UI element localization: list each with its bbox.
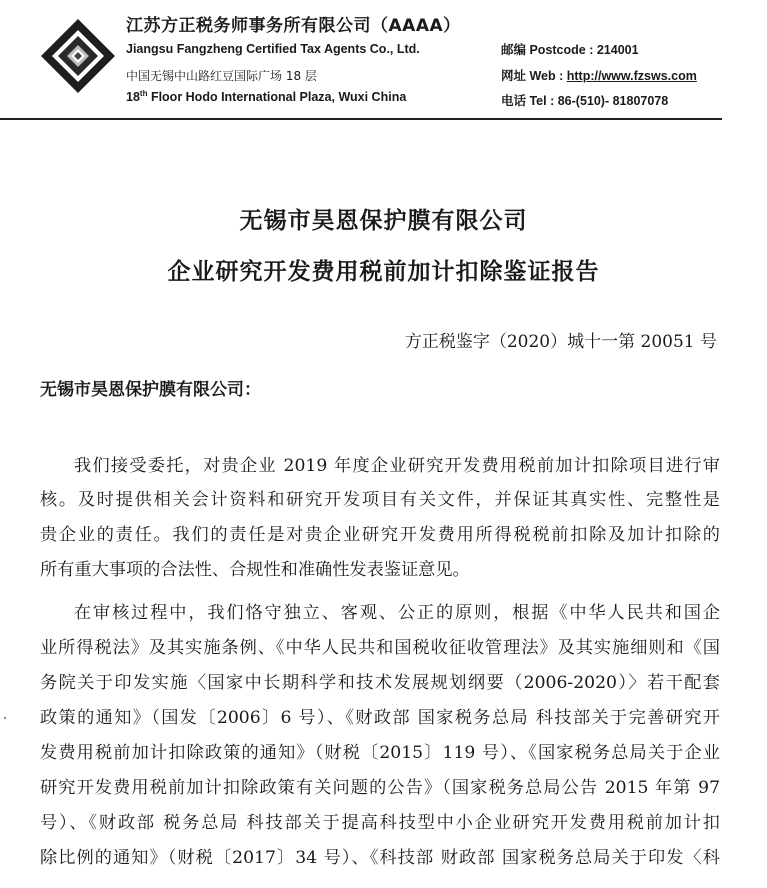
firm-logo-icon xyxy=(40,18,116,94)
body-line: 在审核过程中，我们恪守独立、客观、公正的原则，根据《中华人民共和国企 xyxy=(74,603,720,623)
firm-name-english: Jiangsu Fangzheng Certified Tax Agents Co., Ltd. xyxy=(126,42,420,56)
body-line: 研究开发费用税前加计扣除政策有关问题的公告》（国家税务总局公告 2015 年第 97 xyxy=(40,778,720,798)
address-floor-number: 18 xyxy=(126,90,140,105)
addressee: 无锡市昊恩保护膜有限公司： xyxy=(40,380,261,400)
document-number: 方正税鉴字（2020）城十一第 20051 号 xyxy=(404,332,717,352)
letterhead xyxy=(0,0,767,120)
postcode: 邮编 Postcode : 214001 xyxy=(501,43,639,57)
body-line: 号）、《财政部 税务总局 科技部关于提高科技型中小企业研究开发费用税前加计扣 xyxy=(40,813,720,833)
address-floor-suffix: th xyxy=(139,89,148,98)
body-line: 所有重大事项的合法性、合规性和准确性发表鉴证意见。 xyxy=(40,560,470,580)
firm-name-chinese: 江苏方正税务师事务所有限公司（AAAA） xyxy=(126,16,461,36)
body-line: 务院关于印发实施〈国家中长期科学和技术发展规划纲要（2006-2020）〉若干配套 xyxy=(40,673,720,693)
body-line: 发费用税前加计扣除政策的通知》（财税〔2015〕119 号）、《国家税务总局关于企业 xyxy=(40,743,720,763)
telephone: 电话 Tel : 86-(510)- 81807078 xyxy=(501,94,669,108)
body-line: 核。及时提供相关会计资料和研究开发项目有关文件，并保证其真实性、完整性是 xyxy=(40,490,720,510)
body-line: 我们接受委托，对贵企业 2019 年度企业研究开发费用税前加计扣除项目进行审 xyxy=(74,456,720,476)
body-line: 政策的通知》（国发〔2006〕6 号）、《财政部 国家税务总局 科技部关于完善研究开 xyxy=(40,708,720,728)
address-english xyxy=(126,89,406,104)
website-link[interactable]: http://www.fzsws.com xyxy=(566,69,697,83)
address-chinese: 中国无锡中山路红豆国际广场 18 层 xyxy=(126,69,317,83)
body-line: 贵企业的责任。我们的责任是对贵企业研究开发费用所得税税前扣除及加计扣除的 xyxy=(40,525,720,545)
letterhead-divider xyxy=(0,118,722,120)
website-label: 网址 Web : xyxy=(501,69,567,83)
body-line: 业所得税法》及其实施条例、《中华人民共和国税收征收管理法》及其实施细则和《国 xyxy=(40,638,720,658)
body-line: 除比例的通知》（财税〔2017〕34 号）、《科技部 财政部 国家税务总局关于印发〈科 xyxy=(40,848,720,868)
scan-speck xyxy=(4,717,6,719)
website xyxy=(501,66,697,84)
report-title-company: 无锡市昊恩保护膜有限公司 xyxy=(239,208,528,234)
address-english-rest: Floor Hodo International Plaza, Wuxi China xyxy=(147,90,407,105)
report-title: 企业研究开发费用税前加计扣除鉴证报告 xyxy=(167,259,600,285)
